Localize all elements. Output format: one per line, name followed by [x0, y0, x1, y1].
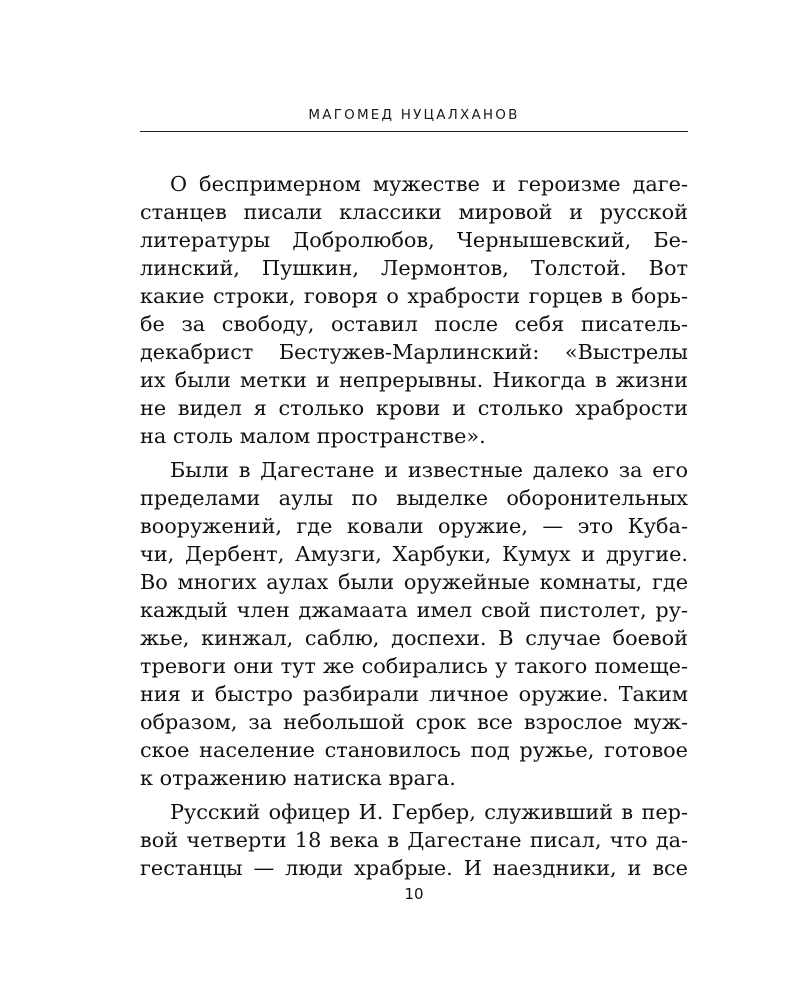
page-number: 10	[404, 885, 424, 903]
text-line: чи, Дербент, Амузги, Харбуки, Кумух и другие.	[140, 542, 688, 566]
text-line: вой четверти 18 века в Дагестане писал, что да-	[140, 828, 688, 852]
text-line: бе за свободу, оставил после себя писатель-	[140, 312, 688, 336]
text-line: к отражению натиска врага.	[140, 766, 456, 790]
text-line: жье, кинжал, саблю, доспехи. В случае боевой	[140, 626, 688, 650]
text-line: линский, Пушкин, Лермонтов, Толстой. Вот	[140, 256, 688, 280]
text-line: на столь малом пространстве».	[140, 424, 486, 448]
text-line: пределами аулы по выделке оборонительных	[140, 486, 688, 510]
text-line: вооружений, где ковали оружие, — это Куба-	[140, 514, 688, 538]
text-line: их были метки и непрерывны. Никогда в жизни	[140, 368, 688, 392]
text-line: тревоги они тут же собирались у такого помеще-	[140, 654, 688, 678]
text-line: Русский офицер И. Гербер, служивший в пер-	[170, 800, 688, 824]
text-line: Были в Дагестане и известные далеко за его	[170, 458, 688, 482]
text-line: станцев писали классики мировой и русской	[140, 200, 688, 224]
text-line: ское население становилось под ружье, готовое	[140, 738, 688, 762]
text-line: Во многих аулах были оружейные комнаты, где	[140, 570, 688, 594]
paragraph-3	[140, 798, 688, 882]
text-line: О беспримерном мужестве и героизме даге-	[170, 172, 688, 196]
text-line: гестанцы — люди храбрые. И наездники, и все	[140, 856, 688, 880]
text-line: не видел я столько крови и столько храбрости	[140, 396, 688, 420]
paragraph-2	[140, 456, 688, 792]
running-head-title: МАГОМЕД НУЦАЛХАНОВ	[308, 107, 520, 123]
text-line: какие строки, говоря о храбрости горцев в борь-	[140, 284, 688, 308]
text-line: литературы Добролюбов, Чернышевский, Бе-	[140, 228, 688, 252]
page-body	[140, 170, 688, 882]
text-line: ния и быстро разбирали личное оружие. Таким	[140, 682, 688, 706]
text-line: образом, за небольшой срок все взрослое муж-	[140, 710, 688, 734]
paragraph-1	[140, 170, 688, 450]
header-rule	[140, 131, 688, 132]
text-line: декабрист Бестужев-Марлинский: «Выстрелы	[140, 340, 688, 364]
text-line: каждый член джамаата имел свой пистолет, ру-	[140, 598, 688, 622]
